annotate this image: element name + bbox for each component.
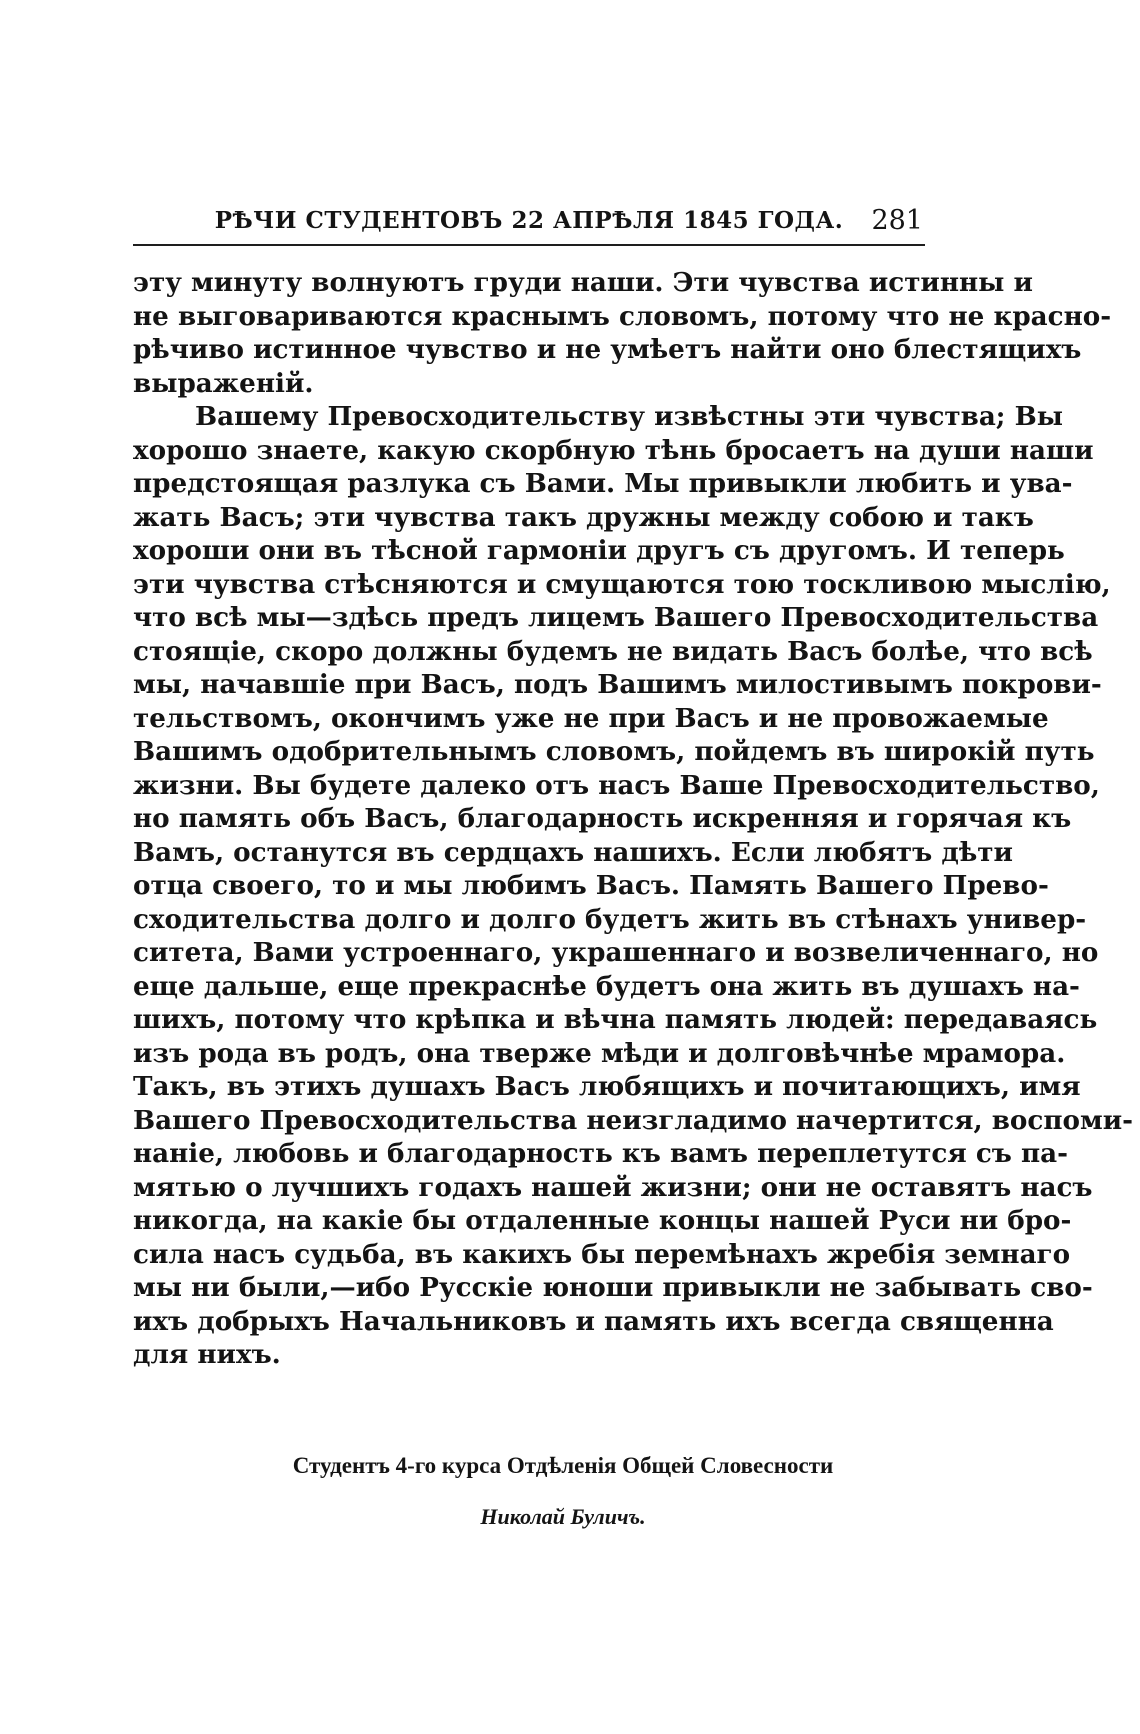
text-line: выраженій. bbox=[133, 367, 314, 399]
text-line: жать Васъ; эти чувства такъ дружны между собою и такъ bbox=[133, 501, 1034, 533]
running-head: РѢЧИ СТУДЕНТОВЪ 22 АПРѢЛЯ 1845 ГОДА. bbox=[214, 207, 844, 234]
page-number: 281 bbox=[871, 205, 923, 236]
text-line: ситета, Вами устроеннаго, украшеннаго и возвеличеннаго, но bbox=[133, 937, 1099, 968]
text-line: не выговариваются краснымъ словомъ, потому что не красно- bbox=[133, 300, 1112, 332]
page-header bbox=[133, 207, 925, 243]
text-line: Вашему Превосходительству извѣстны эти чувства; Вы bbox=[195, 401, 1063, 432]
text-line: мы ни были,—ибо Русскіе юноши привыкли не забывать сво- bbox=[133, 1272, 1093, 1303]
text-line: жизни. Вы будете далеко отъ насъ Ваше Превосходительство, bbox=[133, 769, 1100, 801]
text-line: изъ рода въ родъ, она тверже мѣди и долговѣчнѣе мрамора. bbox=[133, 1037, 1066, 1069]
body-text bbox=[133, 266, 1133, 1372]
header-rule bbox=[133, 244, 925, 246]
text-line: эту минуту волнуютъ груди наши. Эти чувства истинны и bbox=[133, 267, 1033, 298]
signature-name: Николай Буличъ. bbox=[480, 1504, 646, 1529]
text-line: Вашего Превосходительства неизгладимо начертится, воспоми- bbox=[133, 1104, 1133, 1136]
text-line: эти чувства стѣсняются и смущаются тою тоскливою мыслію, bbox=[133, 568, 1111, 600]
text-line: никогда, на какіе бы отдаленные концы нашей Руси ни бро- bbox=[133, 1205, 1072, 1236]
text-line: мятью о лучшихъ годахъ нашей жизни; они не оставятъ насъ bbox=[133, 1171, 1093, 1203]
text-line: ихъ добрыхъ Начальниковъ и память ихъ всегда священна bbox=[133, 1305, 1054, 1337]
text-line: рѣчиво истинное чувство и не умѣетъ найти оно блестящихъ bbox=[133, 334, 1082, 365]
text-line: для нихъ. bbox=[133, 1339, 281, 1370]
text-line: мы, начавшіе при Васъ, подъ Вашимъ милостивымъ покрови- bbox=[133, 669, 1102, 700]
text-line: шихъ, потому что крѣпка и вѣчна память людей: передаваясь bbox=[133, 1004, 1098, 1035]
text-line: но память объ Васъ, благодарность искренняя и горячая къ bbox=[133, 803, 1072, 834]
text-line: хорошо знаете, какую скорбную тѣнь бросаетъ на души наши bbox=[133, 434, 1094, 466]
text-line: наніе, любовь и благодарность къ вамъ переплетутся съ па- bbox=[133, 1138, 1068, 1169]
text-line: хороши они въ тѣсной гармоніи другъ съ другомъ. И теперь bbox=[133, 535, 1065, 566]
text-line: Вашимъ одобрительнымъ словомъ, пойдемъ въ широкій путь bbox=[133, 736, 1095, 767]
text-line: Вамъ, останутся въ сердцахъ нашихъ. Если любятъ дѣти bbox=[133, 836, 1013, 868]
text-line: Такъ, въ этихъ душахъ Васъ любящихъ и почитающихъ, имя bbox=[133, 1071, 1081, 1102]
text-line: стоящіе, скоро должны будемъ не видать Васъ болѣе, что всѣ bbox=[133, 635, 1093, 667]
signature-title: Студентъ 4-го курса Отдѣленія Общей Словесности bbox=[292, 1453, 834, 1478]
text-line: еще дальше, еще прекраснѣе будетъ она жить въ душахъ на- bbox=[133, 970, 1080, 1002]
text-line: предстоящая разлука съ Вами. Мы привыкли любить и ува- bbox=[133, 468, 1073, 499]
text-line: сила насъ судьба, въ какихъ бы перемѣнахъ жребія земнаго bbox=[133, 1238, 1071, 1270]
text-line: что всѣ мы—здѣсь предъ лицемъ Вашего Превосходительства bbox=[133, 602, 1099, 633]
text-line: отца своего, то и мы любимъ Васъ. Память Вашего Прево- bbox=[133, 870, 1049, 901]
text-line: тельствомъ, окончимъ уже не при Васъ и не провожаемые bbox=[133, 702, 1049, 734]
text-line: сходительства долго и долго будетъ жить въ стѣнахъ универ- bbox=[133, 903, 1087, 935]
